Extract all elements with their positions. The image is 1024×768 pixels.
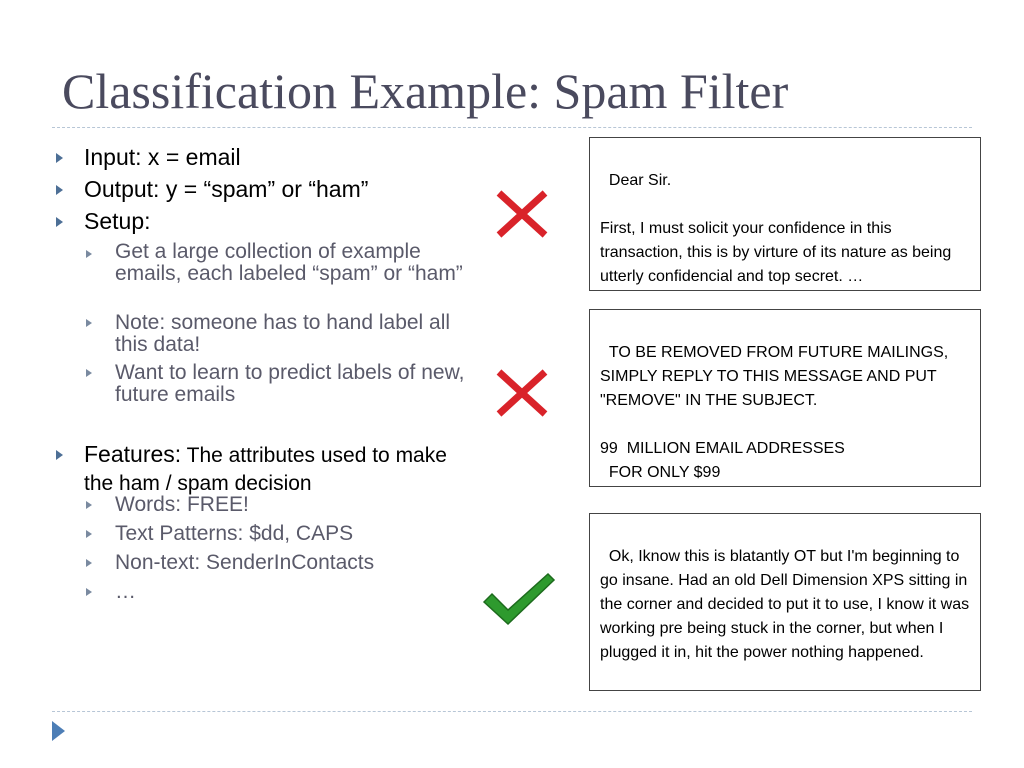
sub-bullet-arrow-icon xyxy=(86,559,92,567)
title-divider xyxy=(52,127,972,128)
bullet-setup: Setup: xyxy=(84,208,151,234)
sub-bullet-arrow-icon xyxy=(86,530,92,538)
sub-bullet-arrow-icon xyxy=(86,250,92,258)
setup-item: Note: someone has to hand label all this data! xyxy=(115,311,451,356)
bullet-arrow-icon xyxy=(56,185,63,195)
feature-item: … xyxy=(115,580,136,603)
next-slide-arrow-icon[interactable] xyxy=(52,721,65,741)
bullet-input: Input: x = email xyxy=(84,144,241,170)
bullet-features xyxy=(84,441,464,497)
setup-item: Get a large collection of example emails, each labeled “spam” or “ham” xyxy=(115,240,463,285)
email-text: Dear Sir. First, I must solicit your confidence in this transaction, this is by virture of its nature as being utterly confidencial and top secret. … xyxy=(600,172,952,285)
sub-bullet-arrow-icon xyxy=(86,319,92,327)
bullet-arrow-icon xyxy=(56,450,63,460)
slide-title: Classification Example: Spam Filter xyxy=(62,63,789,119)
green-check-icon xyxy=(482,572,556,626)
email-text: Ok, Iknow this is blatantly OT but I'm beginning to go insane. Had an old Dell Dimension XPS sitting in the corner and decided to put it to use, I know it was working pre being stuck in the corner, but when I plugged it in, hit the power nothing happened. xyxy=(600,548,974,661)
feature-item: Non-text: SenderInContacts xyxy=(115,551,375,574)
email-box xyxy=(589,513,981,691)
feature-item: Words: FREE! xyxy=(115,493,249,516)
bullet-arrow-icon xyxy=(56,217,63,227)
red-x-icon xyxy=(493,187,551,241)
bullet-output: Output: y = “spam” or “ham” xyxy=(84,176,369,202)
features-text: The attributes used to make the ham / spam decision xyxy=(84,444,447,495)
email-box xyxy=(589,137,981,291)
setup-item: Want to learn to predict labels of new, future emails xyxy=(115,361,465,406)
sub-bullet-arrow-icon xyxy=(86,501,92,509)
email-box xyxy=(589,309,981,487)
feature-item: Text Patterns: $dd, CAPS xyxy=(115,522,354,545)
bullet-arrow-icon xyxy=(56,153,63,163)
features-label: Features: xyxy=(84,441,182,467)
email-text: TO BE REMOVED FROM FUTURE MAILINGS, SIMPLY REPLY TO THIS MESSAGE AND PUT "REMOVE" IN THE SUBJECT. 99 MILLION EMAIL ADDRESSES FOR ONLY $99 xyxy=(600,344,949,481)
sub-bullet-arrow-icon xyxy=(86,588,92,596)
footer-divider xyxy=(52,711,972,712)
sub-bullet-arrow-icon xyxy=(86,369,92,377)
red-x-icon xyxy=(493,366,551,420)
